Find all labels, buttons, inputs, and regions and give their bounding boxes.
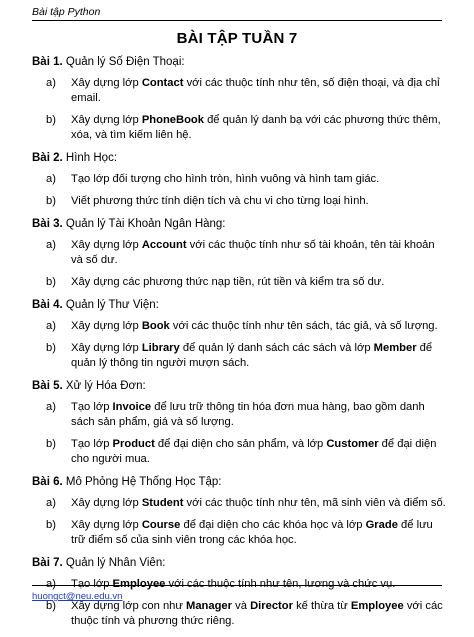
class-name: PhoneBook xyxy=(141,114,204,126)
exercise-item xyxy=(46,496,447,511)
item-text: Tạo lớp xyxy=(71,578,113,590)
exercise-title: Xử lý Hóa Đơn: xyxy=(65,380,146,392)
exercise-item xyxy=(46,400,447,430)
item-text: Xây dựng các phương thức nạp tiền, rút tiền và kiểm tra số dư. xyxy=(71,276,385,288)
exercise-item xyxy=(46,76,447,106)
exercise-title: Quản lý Thư Viện: xyxy=(65,299,159,311)
exercise-heading xyxy=(32,475,447,490)
item-text: Xây dựng lớp xyxy=(71,320,142,332)
exercise-block xyxy=(32,55,447,143)
item-text: Tạo lớp đối tượng cho hình tròn, hình vuông và hình tam giác. xyxy=(71,173,380,185)
item-label: b) xyxy=(46,276,56,288)
item-label: a) xyxy=(46,401,56,413)
exercise-heading xyxy=(32,151,447,166)
class-name: Employee xyxy=(112,578,166,590)
class-name: Member xyxy=(373,342,417,354)
exercise-title: Mô Phỏng Hệ Thống Học Tập: xyxy=(65,476,222,488)
exercise-item xyxy=(46,172,447,187)
exercise-title: Quản lý Nhân Viên: xyxy=(65,557,166,569)
exercise-number: Bài 5. xyxy=(32,380,63,392)
item-text: Xây dựng lớp xyxy=(71,77,142,89)
item-text: để đại diện cho sản phẩm, và lớp xyxy=(154,438,327,450)
item-text: để quản lý danh sách các sách và lớp xyxy=(179,342,374,354)
exercise-block xyxy=(32,475,447,548)
page-footer xyxy=(32,585,442,604)
exercise-heading xyxy=(32,379,447,394)
item-label: a) xyxy=(46,77,56,89)
footer-email-link[interactable]: huongct@neu.edu.vn xyxy=(32,591,123,602)
class-name: Student xyxy=(141,497,184,509)
exercise-item xyxy=(46,113,447,143)
class-name: Invoice xyxy=(112,401,152,413)
item-label: b) xyxy=(46,438,56,450)
exercise-heading xyxy=(32,556,447,571)
item-text: kế thừa từ xyxy=(292,600,351,612)
item-text: để quản lý danh bạ với các phương thức thêm, xóa, và tìm kiếm liên hệ. xyxy=(71,114,441,141)
item-text: với các thuộc tính và phương thức riêng. xyxy=(71,600,443,627)
item-text: để quản lý thông tin người mượn sách. xyxy=(71,342,433,369)
class-name: Manager xyxy=(186,600,233,612)
exercise-number: Bài 1. xyxy=(32,56,63,68)
class-name: Employee xyxy=(350,600,404,612)
exercise-item xyxy=(46,437,447,467)
exercise-heading xyxy=(32,298,447,313)
item-text: với các thuộc tính như tên, số điện thoại, và địa chỉ email. xyxy=(71,77,440,104)
item-text: với các thuộc tính như số tài khoản, tên tài khoản và số dư. xyxy=(71,239,435,266)
class-name: Grade xyxy=(365,519,398,531)
item-text: Xây dựng lớp xyxy=(71,497,142,509)
exercise-item xyxy=(46,341,447,371)
exercise-title: Quản lý Tài Khoản Ngân Hàng: xyxy=(65,218,226,230)
exercise-list xyxy=(32,55,447,637)
item-text: Xây dựng lớp xyxy=(71,114,142,126)
item-text: và xyxy=(232,600,251,612)
item-label: b) xyxy=(46,519,56,531)
class-name: Book xyxy=(141,320,170,332)
exercise-number: Bài 6. xyxy=(32,476,63,488)
exercise-item xyxy=(46,319,447,334)
exercise-number: Bài 4. xyxy=(32,299,63,311)
item-text: Tạo lớp xyxy=(71,401,113,413)
class-name: Customer xyxy=(326,438,379,450)
class-name: Course xyxy=(141,519,181,531)
item-label: a) xyxy=(46,173,56,185)
item-text: Xây dựng lớp xyxy=(71,342,142,354)
exercise-item xyxy=(46,194,447,209)
item-text: Xây dựng lớp xyxy=(71,239,142,251)
item-text: Xây dựng lớp xyxy=(71,519,142,531)
exercise-block xyxy=(32,151,447,209)
exercise-block xyxy=(32,298,447,371)
item-text: để đại diện cho người mua. xyxy=(71,438,437,465)
item-label: a) xyxy=(46,578,56,590)
item-text: để lưu trữ thông tin hóa đơn mua hàng, bao gồm danh sách sản phẩm, giá và số lượng. xyxy=(71,401,425,428)
class-name: Product xyxy=(112,438,155,450)
exercise-number: Bài 7. xyxy=(32,557,63,569)
class-name: Director xyxy=(250,600,293,612)
item-label: b) xyxy=(46,114,56,126)
item-text: với các thuộc tính như tên, mã sinh viên và điểm số. xyxy=(183,497,446,509)
item-text: để lưu trữ điểm số của sinh viên trong các khóa học. xyxy=(71,519,433,546)
item-text: để đại diện cho các khóa học và lớp xyxy=(180,519,366,531)
item-label: a) xyxy=(46,239,56,251)
exercise-title: Quản lý Số Điện Thoại: xyxy=(65,56,185,68)
class-name: Account xyxy=(141,239,187,251)
item-label: b) xyxy=(46,342,56,354)
exercise-block xyxy=(32,217,447,290)
exercise-block xyxy=(32,379,447,467)
exercise-title: Hình Học: xyxy=(65,152,118,164)
item-label: a) xyxy=(46,497,56,509)
item-label: b) xyxy=(46,195,56,207)
exercise-item xyxy=(46,238,447,268)
item-text: với các thuộc tính như tên sách, tác giả, và số lượng. xyxy=(169,320,438,332)
item-text: Viết phương thức tính diện tích và chu vi cho từng loại hình. xyxy=(71,195,369,207)
class-name: Contact xyxy=(141,77,184,89)
exercise-item xyxy=(46,275,447,290)
exercise-number: Bài 3. xyxy=(32,218,63,230)
exercise-number: Bài 2. xyxy=(32,152,63,164)
item-text: Xây dựng lớp con như xyxy=(71,600,186,612)
class-name: Library xyxy=(141,342,180,354)
item-label: a) xyxy=(46,320,56,332)
exercise-heading xyxy=(32,217,447,232)
item-text: Tạo lớp xyxy=(71,438,113,450)
page-title: BÀI TẬP TUẦN 7 xyxy=(176,30,298,47)
page-header: Bài tập Python xyxy=(32,6,442,21)
item-label: b) xyxy=(46,600,56,612)
exercise-heading xyxy=(32,55,447,70)
exercise-item xyxy=(46,518,447,548)
item-text: với các thuộc tính như tên, lương và chức vụ. xyxy=(165,578,396,590)
